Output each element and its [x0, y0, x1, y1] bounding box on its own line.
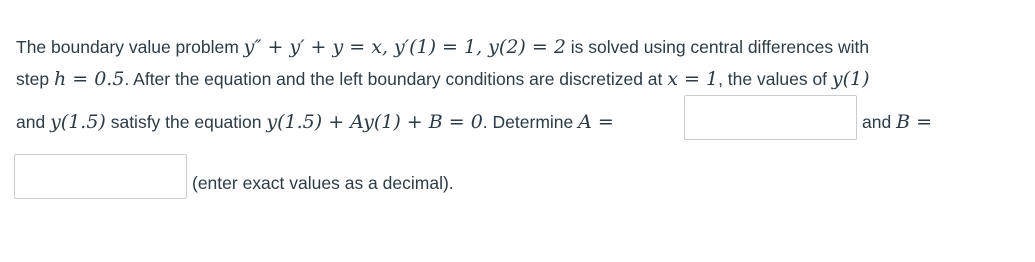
point-expression: x = 1	[667, 68, 719, 90]
question-line-1	[16, 38, 869, 57]
question-text: The boundary value problem	[16, 37, 244, 57]
question-text: is solved using central differences with	[565, 37, 870, 57]
question-text: satisfy the equation	[105, 112, 267, 132]
ode-expression: y″ + y′ + y = x, y′(1) = 1, y(2) = 2	[243, 36, 566, 58]
answer-b-input[interactable]	[14, 154, 187, 199]
question-text: and	[862, 112, 897, 132]
b-label: B =	[896, 111, 932, 133]
y1-expression: y(1)	[831, 68, 870, 90]
step-expression: h = 0.5	[53, 68, 125, 90]
y15-expression: y(1.5)	[50, 111, 106, 133]
question-text: . After the equation and the left boundary conditions are discretized at	[124, 69, 668, 89]
question-line-2	[16, 70, 870, 89]
question-text: . Determine	[482, 112, 579, 132]
question-line-3	[16, 113, 614, 132]
question-text: and	[16, 112, 51, 132]
format-hint: (enter exact values as a decimal).	[192, 173, 454, 193]
equation-expression: y(1.5) + Ay(1) + B = 0	[266, 111, 483, 133]
answer-a-input[interactable]	[684, 95, 857, 140]
b-label-group	[862, 113, 932, 132]
a-label: A =	[578, 111, 614, 133]
question-text: , the values of	[718, 69, 832, 89]
question-text: step	[16, 69, 54, 89]
